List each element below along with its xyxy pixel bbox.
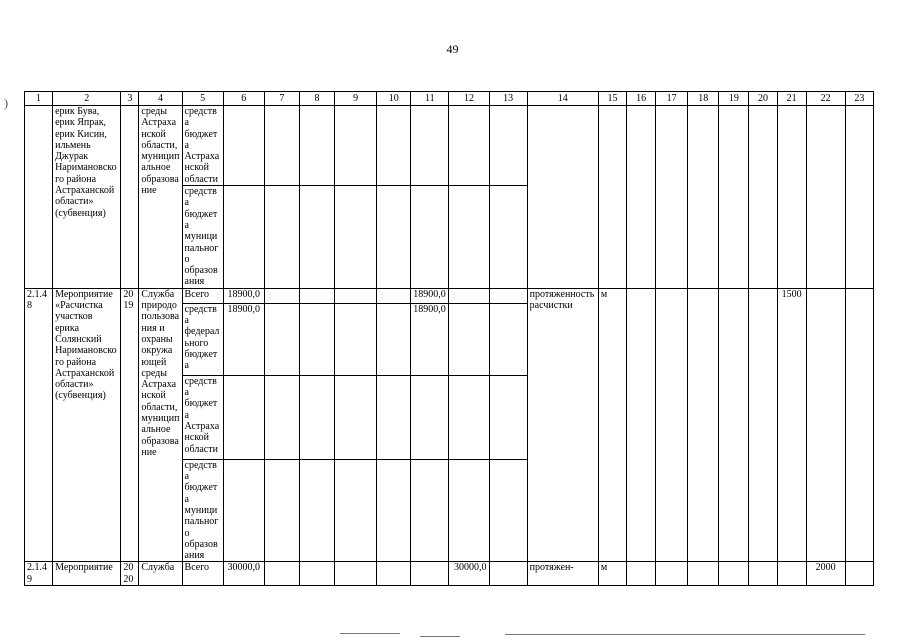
table-row	[25, 106, 874, 186]
cell-value	[449, 288, 489, 303]
cell-year-value	[749, 288, 777, 562]
column-header: 2	[53, 92, 121, 106]
cell-value	[377, 303, 411, 375]
column-header: 7	[264, 92, 299, 106]
cell-value: 30000,0	[223, 562, 264, 586]
page-number: 49	[446, 42, 459, 56]
cell-value	[411, 106, 449, 186]
cell-year-value: 2000	[806, 562, 845, 586]
cell-value	[449, 459, 489, 562]
cell-value	[299, 106, 334, 186]
cell-value	[377, 106, 411, 186]
cell-value	[299, 288, 334, 303]
column-header: 3	[121, 92, 139, 106]
cell-source: средства бюджета муниципального образования	[182, 459, 223, 562]
cell-indicator	[527, 106, 598, 289]
cell-source: Всего	[182, 562, 223, 586]
cell-value	[264, 562, 299, 586]
column-header: 12	[449, 92, 489, 106]
cell-source: средства федерального бюджета	[182, 303, 223, 375]
column-header: 19	[719, 92, 749, 106]
cell-value	[299, 375, 334, 459]
cell-year-value	[719, 562, 749, 586]
cell-value	[377, 459, 411, 562]
column-header: 14	[527, 92, 598, 106]
scan-artifact: )	[4, 96, 8, 110]
cell-value: 18900,0	[223, 288, 264, 303]
cell-value	[377, 288, 411, 303]
column-header: 8	[299, 92, 334, 106]
cell-year-value	[719, 106, 749, 289]
cell-year-value	[777, 562, 806, 586]
cell-year-value	[777, 106, 806, 289]
cell-value	[489, 186, 527, 289]
cell-num	[25, 106, 53, 289]
cell-value: 18900,0	[411, 288, 449, 303]
table-row	[25, 562, 874, 586]
cell-year-value	[688, 288, 719, 562]
cell-unit: м	[598, 562, 626, 586]
cell-value	[489, 106, 527, 186]
cell-name: Мероприятие «Расчистка участков ерика Солянский Наримановского района Астраханской области» (субвенция)	[53, 288, 121, 562]
column-header: 6	[223, 92, 264, 106]
column-header: 18	[688, 92, 719, 106]
cell-value	[335, 459, 377, 562]
cell-value	[335, 186, 377, 289]
cell-num: 2.1.49	[25, 562, 53, 586]
cell-executor: Служба	[139, 562, 182, 586]
cell-value	[264, 459, 299, 562]
cell-value	[489, 288, 527, 303]
cell-executor: Служба природопользования и охраны окружающей среды Астраханской области, муниципальное образование	[139, 288, 182, 562]
cell-year-value	[749, 562, 777, 586]
cell-value	[264, 106, 299, 186]
cell-indicator: протяжен-	[527, 562, 598, 586]
scan-line	[340, 633, 400, 634]
cell-year-value: 1500	[777, 288, 806, 562]
column-number-row	[25, 92, 874, 106]
cell-name: ерик Бува, ерик Япрак, ерик Кисин, ильмень Джурак Наримановского района Астраханской области» (субвенция)	[53, 106, 121, 289]
scan-line	[505, 634, 865, 635]
cell-source: средства бюджета муниципального образования	[182, 186, 223, 289]
cell-source: Всего	[182, 288, 223, 303]
cell-value	[449, 375, 489, 459]
cell-year-value	[656, 106, 688, 289]
cell-value	[449, 186, 489, 289]
cell-value	[299, 459, 334, 562]
column-header: 23	[845, 92, 873, 106]
cell-unit: м	[598, 288, 626, 562]
cell-num: 2.1.48	[25, 288, 53, 562]
cell-year-value	[845, 106, 873, 289]
column-header: 4	[139, 92, 182, 106]
cell-value	[335, 375, 377, 459]
cell-source: средства бюджета Астраханской области	[182, 375, 223, 459]
cell-value	[335, 106, 377, 186]
cell-year-value	[627, 106, 656, 289]
column-header: 9	[335, 92, 377, 106]
cell-value	[411, 459, 449, 562]
cell-year-value	[749, 106, 777, 289]
cell-value	[335, 562, 377, 586]
cell-year	[121, 106, 139, 289]
cell-name: Мероприятие	[53, 562, 121, 586]
cell-value	[489, 303, 527, 375]
cell-year-value	[627, 288, 656, 562]
scan-line	[420, 636, 460, 637]
cell-value	[489, 562, 527, 586]
cell-value: 30000,0	[449, 562, 489, 586]
cell-value	[335, 303, 377, 375]
cell-value	[489, 459, 527, 562]
column-header: 22	[806, 92, 845, 106]
cell-executor: среды Астраханской области, муниципальное образование	[139, 106, 182, 289]
cell-value	[299, 562, 334, 586]
cell-year-value	[845, 562, 873, 586]
cell-value	[411, 186, 449, 289]
column-header: 11	[411, 92, 449, 106]
cell-value	[223, 375, 264, 459]
cell-year-value	[719, 288, 749, 562]
cell-year-value	[806, 288, 845, 562]
cell-year-value	[845, 288, 873, 562]
column-header: 10	[377, 92, 411, 106]
cell-year: 2019	[121, 288, 139, 562]
cell-value	[223, 459, 264, 562]
cell-value: 18900,0	[411, 303, 449, 375]
cell-value	[264, 303, 299, 375]
column-header: 5	[182, 92, 223, 106]
column-header: 17	[656, 92, 688, 106]
column-header: 16	[627, 92, 656, 106]
cell-indicator: протяженность расчистки	[527, 288, 598, 562]
column-header: 1	[25, 92, 53, 106]
cell-value	[377, 375, 411, 459]
cell-value	[489, 375, 527, 459]
cell-unit	[598, 106, 626, 289]
cell-value	[449, 303, 489, 375]
cell-value	[335, 288, 377, 303]
column-header: 21	[777, 92, 806, 106]
column-header: 13	[489, 92, 527, 106]
cell-value	[377, 186, 411, 289]
cell-year-value	[656, 562, 688, 586]
table-row	[25, 288, 874, 303]
cell-value	[411, 562, 449, 586]
cell-year-value	[656, 288, 688, 562]
cell-value	[299, 186, 334, 289]
cell-value	[264, 186, 299, 289]
cell-year-value	[627, 562, 656, 586]
cell-year-value	[688, 562, 719, 586]
cell-year: 2020	[121, 562, 139, 586]
cell-source: средства бюджета Астраханской области	[182, 106, 223, 186]
program-table	[24, 91, 874, 586]
cell-value	[449, 106, 489, 186]
cell-year-value	[806, 106, 845, 289]
cell-value	[377, 562, 411, 586]
cell-value	[223, 186, 264, 289]
cell-year-value	[688, 106, 719, 289]
cell-value	[264, 288, 299, 303]
column-header: 15	[598, 92, 626, 106]
cell-value	[264, 375, 299, 459]
cell-value	[299, 303, 334, 375]
cell-value	[411, 375, 449, 459]
column-header: 20	[749, 92, 777, 106]
cell-value: 18900,0	[223, 303, 264, 375]
cell-value	[223, 106, 264, 186]
